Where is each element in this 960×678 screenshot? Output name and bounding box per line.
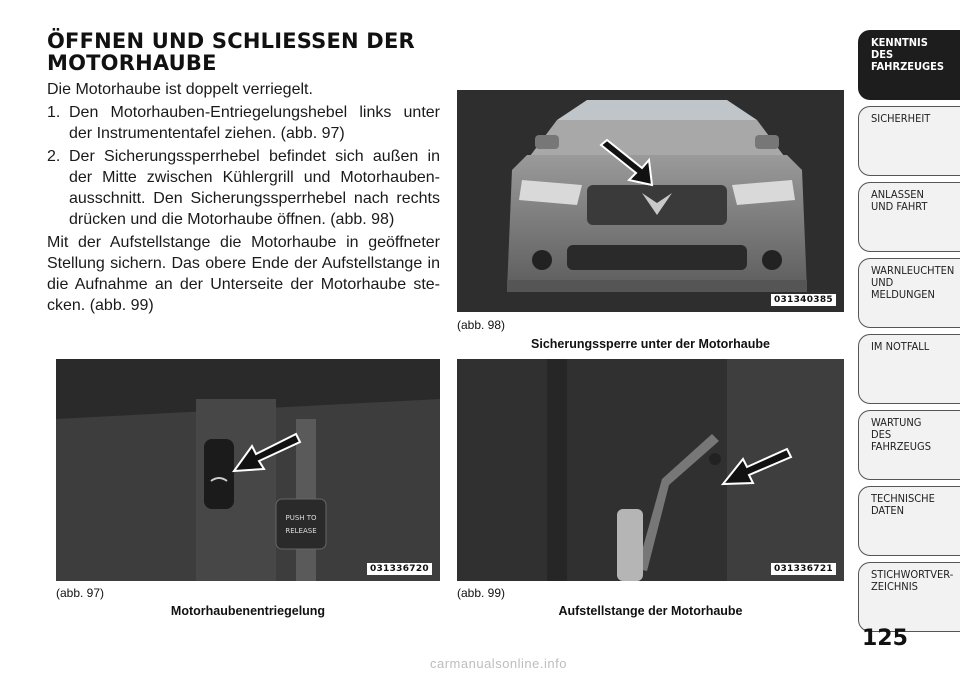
tab-kenntnis-des-fahrzeuges[interactable]: KENNTNIS DES FAHRZEUGES [858,30,960,100]
tab-sicherheit[interactable]: SICHERHEIT [858,106,960,176]
svg-text:RELEASE: RELEASE [285,527,317,535]
watermark: carmanualsonline.info [430,656,567,671]
figure-97-label: (abb. 97) [56,586,105,600]
tab-warnleuchten-und-meldungen[interactable]: WARNLEUCHTEN UND MELDUNGEN [858,258,960,328]
car-front-illustration [457,90,844,312]
figure-99-label: (abb. 99) [457,586,506,600]
page-title: ÖFFNEN UND SCHLIESSEN DER MOTORHAUBE [47,29,415,75]
figure-99-caption: Aufstellstange der Motorhaube [558,604,743,618]
tab-im-notfall[interactable]: IM NOTFALL [858,334,960,404]
figure-98-caption: Sicherungssperre unter der Motorhaube [531,337,770,351]
step-number: 2. [47,148,61,165]
intro-text: Die Motorhaube ist doppelt verriegelt. [47,81,313,98]
body-paragraph: Mit der Aufstellstange die Motorhaube in geöffneter Stellung sichern. Das obere Ende der Aufstellstange in die Aufnahme an der Unterseite der Motorhaube ste-cken. (abb. 99) [47,234,440,314]
list-item [47,102,440,144]
figure-97-caption: Motorhaubenentriegelung [170,604,326,618]
svg-text:PUSH TO: PUSH TO [285,514,317,522]
tab-technische-daten[interactable]: TECHNISCHE DATEN [858,486,960,556]
prop-rod-illustration [457,359,844,581]
step-text: Der Sicherungssperrhebel befindet sich außen in der Mitte zwischen Kühlergrill und Motorhauben-ausschnitt. Den Sicherungssperrhebel nach rechts drücken und die Motorhaube öffnen. (abb. 98) [69,148,440,228]
step-text: Den Motorhauben-Entriegelungshebel links unter der Instrumententafel ziehen. (abb. 97) [69,104,440,142]
image-code: 031340385 [771,294,836,306]
chapter-tabs [858,30,960,630]
image-code: 031336720 [367,563,432,575]
page-number: 125 [862,626,908,651]
figure-98-image [457,90,844,312]
hood-release-illustration [56,359,440,581]
steps-list [47,102,440,232]
list-item [47,146,440,230]
figure-99-image [457,359,844,581]
image-code: 031336721 [771,563,836,575]
figure-98-label: (abb. 98) [457,318,506,332]
figure-97-image [56,359,440,581]
step-number: 1. [47,104,61,121]
tab-wartung-des-fahrzeugs[interactable]: WARTUNG DES FAHRZEUGS [858,410,960,480]
tab-anlassen-und-fahrt[interactable]: ANLASSEN UND FAHRT [858,182,960,252]
tab-stichwortverzeichnis[interactable]: STICHWORTVER- ZEICHNIS [858,562,960,632]
